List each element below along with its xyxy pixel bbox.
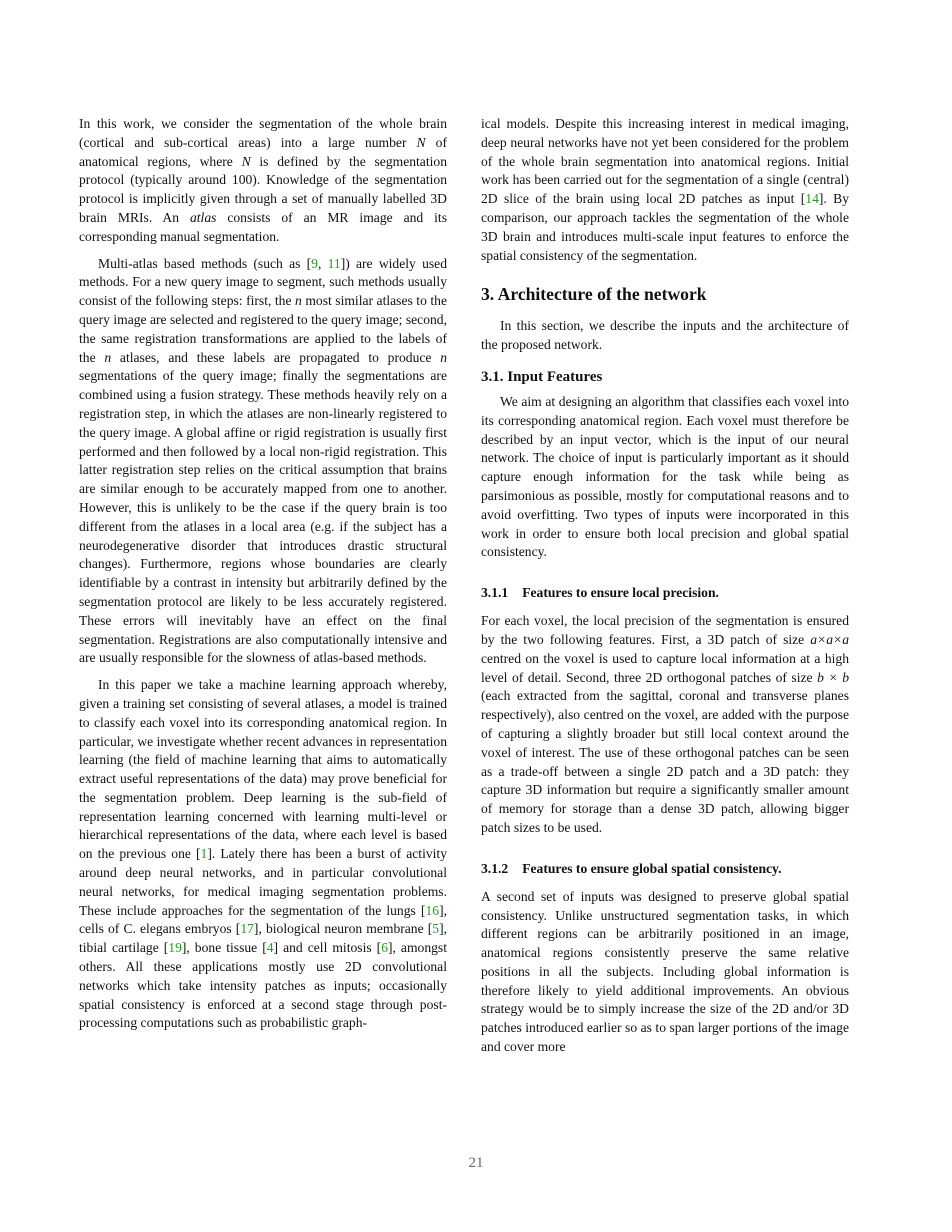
citation-link[interactable]: 11 — [327, 255, 341, 271]
continuation-paragraph: ical models. Despite this increasing interest in medical imaging, deep neural networks have not yet been considered for the problem of the whole brain segmentation into anatomical regions. Initial work has been carried out for the segmentation of a single (central) 2D slice of the brain using local 2D patches as input [14]. By comparison, our approach tackles the segmentation of the whole 3D brain and introduces multi-scale input features to enforce the spatial consistency of the segmentation. — [481, 116, 849, 263]
intro-paragraph: In this work, we consider the segmentation of the whole brain (cortical and sub-cortical areas) into a large number N of anatomical regions, where N is defined by the segmentation protocol (typically around 100). Knowledge of the segmentation protocol is implicitly given through a set of manually labelled 3D brain MRIs. An atlas consists of an MR image and its corresponding manual segmentation. — [79, 116, 447, 244]
subsubsection-heading: 3.1.1 Features to ensure local precision. — [481, 585, 719, 601]
citation-link[interactable]: 4 — [266, 940, 274, 956]
citation-link[interactable]: 19 — [168, 940, 182, 956]
subsection-heading: 3.1. Input Features — [481, 368, 603, 385]
section-heading: 3. Architecture of the network — [481, 284, 707, 305]
citation-link[interactable]: 6 — [381, 940, 388, 956]
section-intro-paragraph: In this section, we describe the inputs and the architecture of the proposed network. — [481, 318, 849, 353]
right-column — [481, 115, 849, 1057]
citation-link[interactable]: 1 — [200, 846, 208, 862]
citation-link[interactable]: 5 — [432, 921, 440, 937]
multi-atlas-paragraph: Multi-atlas based methods (such as [9, 11]) are widely used methods. For a new query image to segment, such methods usually consist of the following steps: first, the n most similar atlases to the query image are selected and registered to the query image; second, the same registration transformations are applied to the labels of the n atlases, and these labels are propagated to produce n segmentations of the query image; finally the segmentations are combined using a fusion strategy. These methods heavily rely on a registration step, in which the atlases are non-linearly registered to the query image. A global affine or rigid registration is usually first performed and then followed by a local non-rigid registration. This latter registration step relies on the critical assumption that brains are similar enough to be accurately mapped from one to another. However, this is unlikely to be the case if the query brain is too different from the atlases in a local area (e.g. if the subject has a neurodegenerative disorder that introduces drastic structural changes). Furthermore, regions whose boundaries are clearly identifiable by a contrast in intensity but arbitrarily defined by the segmentation protocol are likely to be less accurately registered. These errors will inevitably have an effect on the final segmentation. Registrations are also computationally intensive and are usually responsible for the slowness of atlas-based methods. — [79, 255, 448, 666]
input-features-paragraph: We aim at designing an algorithm that classifies each voxel into its corresponding anatomical region. Each voxel must therefore be described by an input vector, which is the input of our neural network. The choice of input is particularly important as it should capture enough information for the task while being as parsimonious as possible, mostly for computational reasons and to avoid overfitting. Two types of inputs were incorporated in this work in order to ensure both local precision and global spatial consistency. — [481, 393, 849, 560]
local-precision-paragraph: For each voxel, the local precision of the segmentation is ensured by the two following features. First, a 3D patch of size a×a×a centred on the voxel is used to capture local information at a high level of detail. Second, three 2D orthogonal patches of size b × b (each extracted from the sagittal, coronal and transverse planes respectively), also centred on the voxel, are added with the purpose of capturing a slightly broader but still local context around the voxel of interest. The use of these orthogonal patches can be seen as a trade-off between a single 2D patch and a 3D patch: they capture 3D information but require a significantly smaller amount of memory for storage than a dense 3D patch, allowing bigger patch sizes to be used. — [481, 613, 849, 835]
global-consistency-paragraph: A second set of inputs was designed to preserve global spatial consistency. Unlike unstructured segmentation tasks, in which different regions can be arbitrarily positioned in an image, anatomical regions consistently preserve the same relative positions in all the subjects. Including global information is therefore likely to yield additional improvements. An obvious strategy would be to simply increase the size of the 2D and/or 3D patches introduced earlier so as to span larger portions of the image and cover more — [481, 888, 849, 1055]
page-number: 21 — [468, 1155, 484, 1171]
left-column — [79, 115, 447, 1033]
citation-link[interactable]: 14 — [805, 191, 819, 207]
subsubsection-heading: 3.1.2 Features to ensure global spatial consistency. — [481, 860, 782, 876]
citation-link[interactable]: 9 — [311, 255, 318, 271]
citation-link[interactable]: 16 — [425, 902, 440, 918]
citation-link[interactable]: 17 — [240, 921, 254, 937]
machine-learning-paragraph: In this paper we take a machine learning approach whereby, given a training set consisting of several atlases, a model is trained to classify each voxel into its corresponding anatomical region. In particular, we investigate whether recent advances in representation learning (the field of machine learning that aims to automatically extract useful representations of the data) may prove beneficial for the segmentation problem. Deep learning is the sub-field of representation learning concerned with learning multi-level or hierarchical representations of the data, where each level is based on the previous one [1]. Lately there has been a burst of activity around deep neural networks, and in particular convolutional neural networks, for medical imaging segmentation problems. These include approaches for the segmentation of the lungs [16], cells of C. elegans embryos [17], biological neuron membrane [5], tibial cartilage [19], bone tissue [4] and cell mitosis [6], amongst others. All these applications mostly use 2D convolutional networks which take intensity patches as inputs; occasionally spatial consistency is enforced at a second stage through post-processing computations such as probabilistic graph- — [79, 677, 447, 1031]
